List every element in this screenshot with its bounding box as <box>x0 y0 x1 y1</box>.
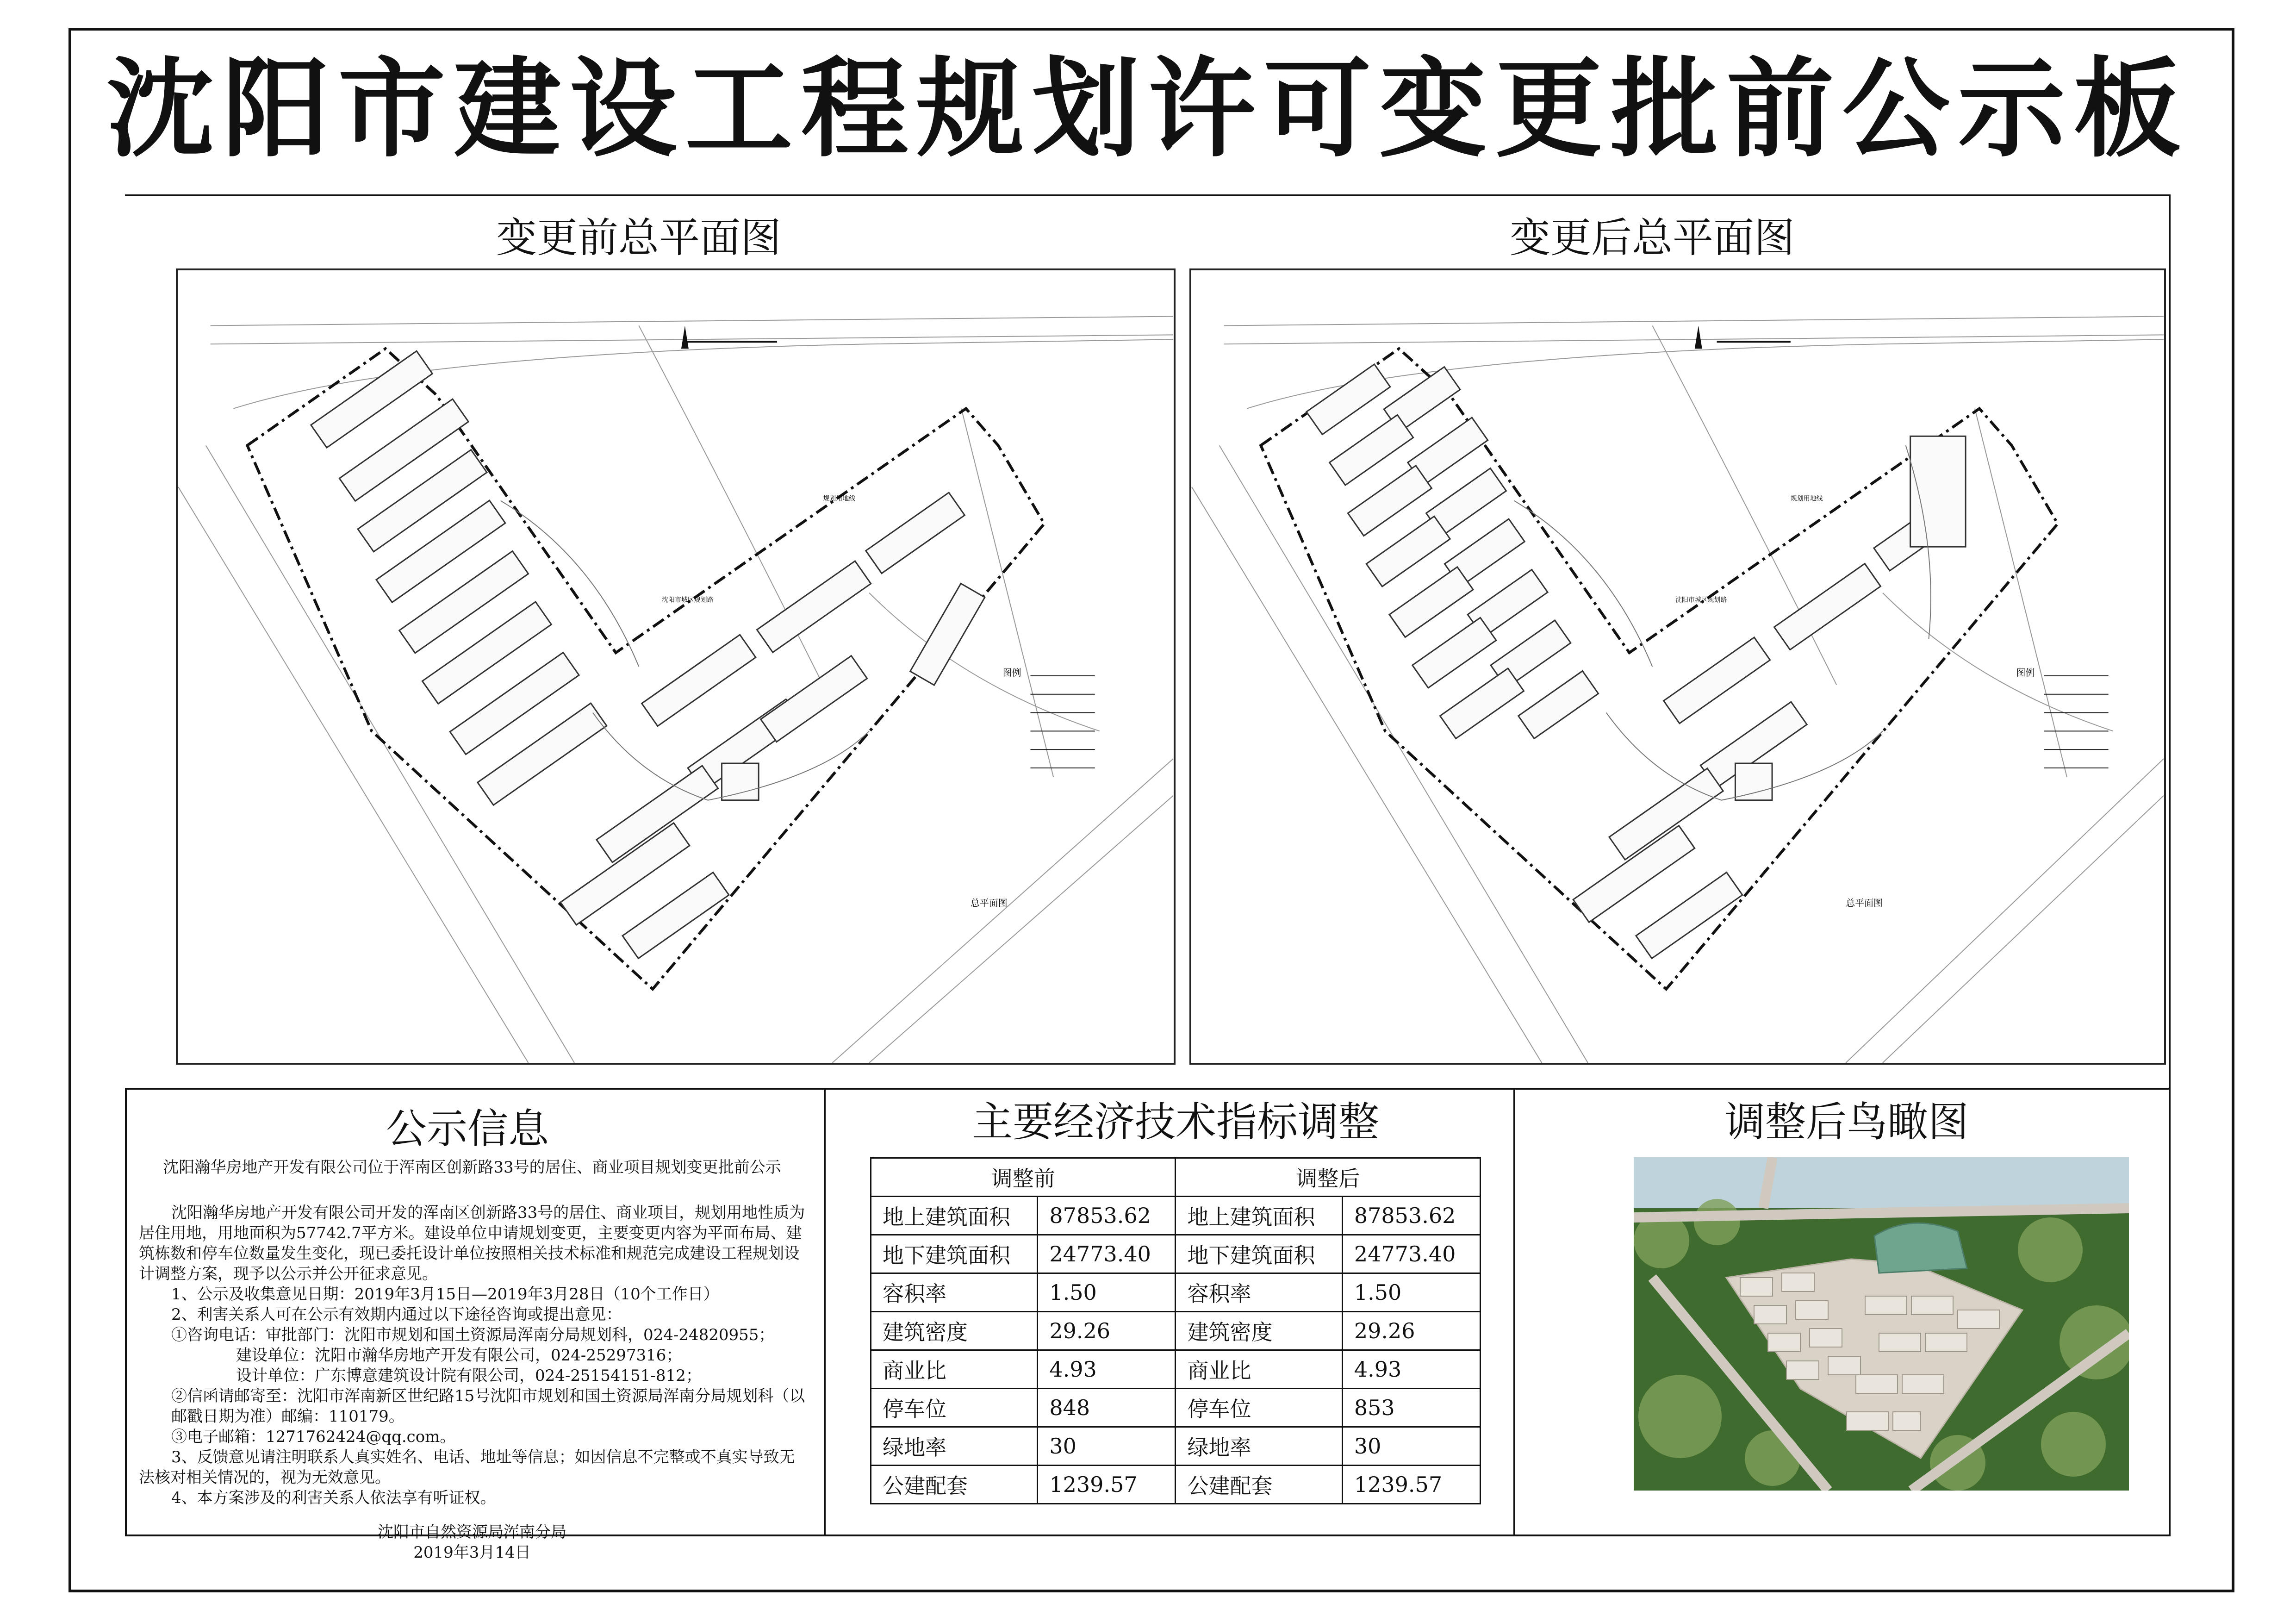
notice-headline: 沈阳瀚华房地产开发有限公司位于浑南区创新路33号的居住、商业项目规划变更批前公示 <box>163 1158 781 1177</box>
row-value-after: 4.93 <box>1342 1350 1480 1389</box>
row-value-after: 30 <box>1342 1427 1480 1466</box>
notice-item-2c: 设计单位：广东博意建筑设计院有限公司，024-25154151-812； <box>236 1366 702 1385</box>
table-row <box>871 1427 1481 1466</box>
row-value-before: 1.50 <box>1038 1273 1176 1312</box>
row-value-before: 848 <box>1038 1389 1176 1427</box>
table-row <box>871 1466 1481 1504</box>
before-plan-road-label: 沈阳市城区规划路 <box>662 596 714 604</box>
row-value-before: 24773.40 <box>1038 1235 1176 1273</box>
notice-item-1: 1、公示及收集意见日期：2019年3月15日—2019年3月28日（10个工作日） <box>171 1285 719 1304</box>
row-label-before: 地下建筑面积 <box>871 1235 1038 1273</box>
before-plan-title: 变更前总平面图 <box>496 214 781 262</box>
table-row <box>871 1350 1481 1389</box>
row-value-before: 29.26 <box>1038 1312 1176 1350</box>
notice-title: 公示信息 <box>386 1105 549 1153</box>
table-row <box>871 1197 1481 1235</box>
row-label-after: 容积率 <box>1176 1273 1342 1312</box>
notice-date: 2019年3月14日 <box>413 1543 531 1562</box>
metrics-header-after: 调整后 <box>1176 1158 1481 1197</box>
page-title: 沈阳市建设工程规划许可变更批前公示板 <box>106 47 2190 172</box>
notice-item-2a: ①咨询电话：审批部门：沈阳市规划和国土资源局浑南分局规划科，024-24820955； <box>171 1326 775 1344</box>
row-value-after: 24773.40 <box>1342 1235 1480 1273</box>
metrics-title: 主要经济技术指标调整 <box>971 1098 1379 1146</box>
row-value-before: 30 <box>1038 1427 1176 1466</box>
notice-item-2e: ③电子邮箱：1271762424@qq.com。 <box>171 1428 456 1446</box>
row-label-after: 商业比 <box>1176 1350 1342 1389</box>
row-value-after: 29.26 <box>1342 1312 1480 1350</box>
row-value-after: 1.50 <box>1342 1273 1480 1312</box>
table-row <box>871 1273 1481 1312</box>
after-site-plan <box>1189 268 2166 1065</box>
left-edge-line <box>125 1088 127 1535</box>
row-label-after: 地上建筑面积 <box>1176 1197 1342 1235</box>
notice-text <box>139 1157 805 1563</box>
column-divider-1 <box>824 1088 826 1535</box>
row-value-after: 87853.62 <box>1342 1197 1480 1235</box>
after-plan-title: 变更后总平面图 <box>1509 214 1795 262</box>
table-row <box>871 1389 1481 1427</box>
after-plan-boundary-label: 规划用地线 <box>1790 495 1823 503</box>
table-row <box>871 1312 1481 1350</box>
before-plan-boundary-label: 规划用地线 <box>823 495 856 503</box>
row-label-before: 地上建筑面积 <box>871 1197 1038 1235</box>
metrics-table <box>870 1157 1481 1504</box>
row-label-after: 停车位 <box>1176 1389 1342 1427</box>
row-label-before: 建筑密度 <box>871 1312 1038 1350</box>
row-value-after: 853 <box>1342 1389 1480 1427</box>
notice-body: 沈阳瀚华房地产开发有限公司开发的浑南区创新路33号的居住、商业项目，规划用地性质为居住用地，用地面积为57742.7平方米。建设单位申请规划变更，主要变更内容为平面布局、建筑栋数和停车位数量发生变化，现已委托设计单位按照相关技术标准和规范完成建设工程规划设计调整方案，现予以公示并公开征求意见。 <box>139 1204 805 1283</box>
row-label-before: 商业比 <box>871 1350 1038 1389</box>
row-label-before: 停车位 <box>871 1389 1038 1427</box>
before-plan-scale-label: 总平面图 <box>971 898 1008 909</box>
table-row <box>871 1235 1481 1273</box>
notice-item-2: 2、利害关系人可在公示有效期内通过以下途径咨询或提出意见： <box>171 1305 622 1324</box>
row-label-before: 公建配套 <box>871 1466 1038 1504</box>
after-plan-road-label: 沈阳市城区规划路 <box>1675 596 1727 604</box>
right-edge-line <box>2169 194 2171 1535</box>
metrics-header-before: 调整前 <box>871 1158 1176 1197</box>
title-divider <box>125 194 2171 196</box>
before-legend-label: 图例 <box>1002 667 1021 678</box>
aerial-rendering <box>1634 1157 2129 1491</box>
row-label-after: 绿地率 <box>1176 1427 1342 1466</box>
row-label-before: 容积率 <box>871 1273 1038 1312</box>
north-arrow-icon <box>681 325 689 349</box>
before-site-plan-drawing <box>178 270 1174 1063</box>
row-label-after: 地下建筑面积 <box>1176 1235 1342 1273</box>
metrics-header-row <box>871 1158 1481 1197</box>
after-site-plan-drawing <box>1191 270 2164 1063</box>
aerial-title: 调整后鸟瞰图 <box>1724 1098 1969 1146</box>
row-value-after: 1239.57 <box>1342 1466 1480 1504</box>
before-site-plan <box>176 268 1176 1065</box>
row-value-before: 87853.62 <box>1038 1197 1176 1235</box>
after-legend-label: 图例 <box>2016 667 2035 678</box>
row-label-before: 绿地率 <box>871 1427 1038 1466</box>
notice-item-2d: ②信函请邮寄至：沈阳市浑南新区世纪路15号沈阳市规划和国土资源局浑南分局规划科（以邮戳日期为准）邮编：110179。 <box>171 1387 805 1426</box>
notice-item-3: 3、反馈意见请注明联系人真实姓名、电话、地址等信息；如因信息不完整或不真实导致无法核对相关情况的，视为无效意见。 <box>139 1448 795 1487</box>
aerial-view-image <box>1634 1157 2129 1491</box>
row-value-before: 4.93 <box>1038 1350 1176 1389</box>
notice-item-2b: 建设单位：沈阳市瀚华房地产开发有限公司，024-25297316； <box>236 1346 682 1365</box>
column-divider-2 <box>1513 1088 1515 1535</box>
row-value-before: 1239.57 <box>1038 1466 1176 1504</box>
north-arrow-icon <box>1695 325 1702 349</box>
section-divider <box>125 1088 2171 1090</box>
notice-signature: 沈阳市自然资源局浑南分局 <box>378 1523 566 1541</box>
row-label-after: 建筑密度 <box>1176 1312 1342 1350</box>
notice-item-4: 4、本方案涉及的利害关系人依法享有听证权。 <box>171 1489 496 1507</box>
after-plan-scale-label: 总平面图 <box>1846 898 1883 909</box>
row-label-after: 公建配套 <box>1176 1466 1342 1504</box>
